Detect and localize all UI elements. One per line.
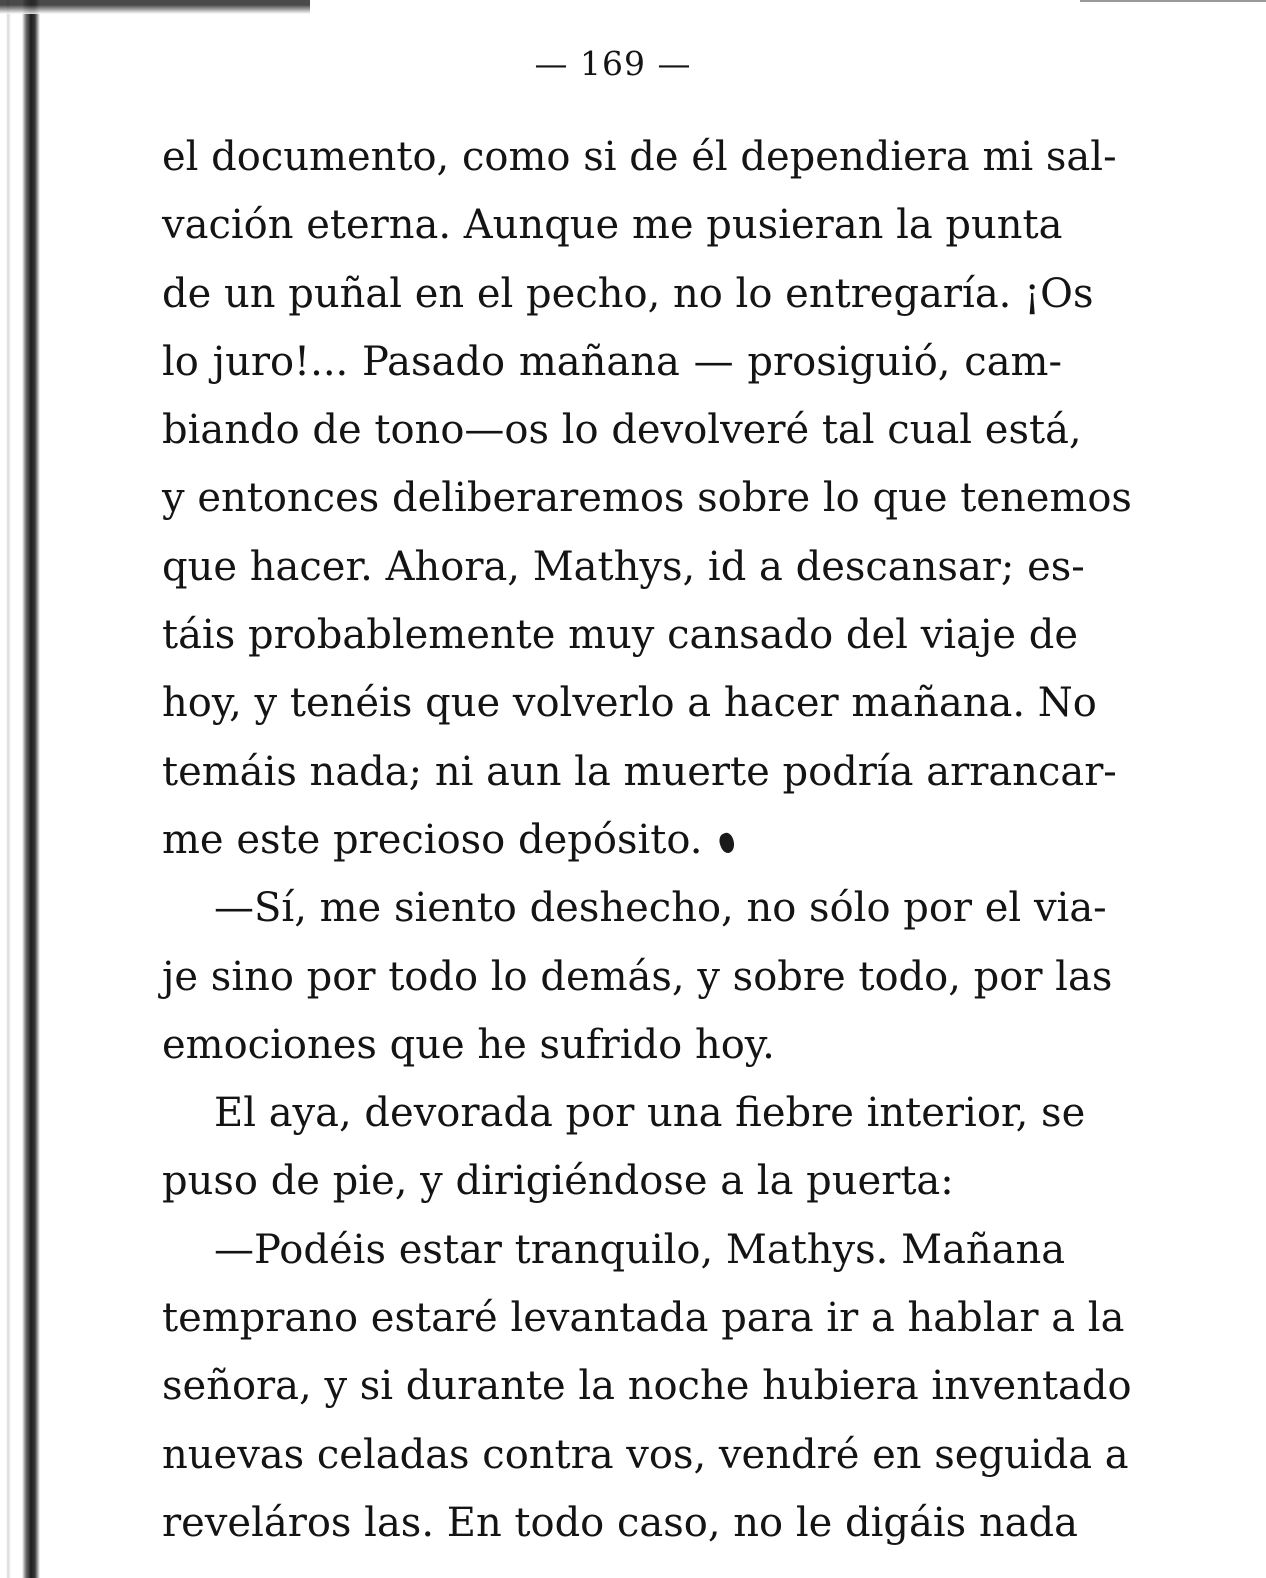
text-line: reveláros las. En todo caso, no le digáis nada [162,1499,1078,1546]
paragraph [162,874,1113,1079]
text-line: de un puñal en el pecho, no lo entregaría. ¡Os [162,270,1094,317]
body-text [162,123,1132,1557]
text-line: —Sí, me siento deshecho, no sólo por el via- [214,885,1107,932]
text-line: emociones que he sufrido hoy. [162,1021,775,1068]
text-line: je sino por todo lo demás, y sobre todo, por las [162,953,1113,1000]
text-line: el documento, como si de él dependiera mi sal- [162,134,1117,180]
page-number: — 169 — [534,44,692,83]
text-line: vación eterna. Aunque me pusieran la punta [162,202,1063,249]
paragraph [162,1079,1086,1216]
ink-blot-mark [717,831,737,855]
paragraph [162,123,1132,874]
text-line: temprano estaré levantada para ir a hablar a la [162,1295,1125,1342]
book-binding-gutter [0,0,44,1578]
text-line: puso de pie, y dirigiéndose a la puerta: [162,1158,954,1205]
text-line: temáis nada; ni aun la muerte podría arrancar- [162,748,1117,795]
text-line: El aya, devorada por una fiebre interior, se [214,1090,1086,1137]
text-line: señora, y si durante la noche hubiera inventado [162,1363,1132,1410]
text-line: que hacer. Ahora, Mathys, id a descansar; es- [162,543,1085,590]
text-line-with-blot [162,806,1062,874]
text-line: lo juro!... Pasado mañana — prosiguió, cam- [162,338,1062,385]
scan-edge-line [1080,0,1266,2]
text-line: nuevas celadas contra vos, vendré en seguida a [162,1431,1129,1478]
text-line: me este precioso depósito. [162,816,703,863]
text-line: —Podéis estar tranquilo, Mathys. Mañana [214,1226,1066,1273]
text-line: biando de tono—os lo devolveré tal cual está, [162,407,1082,454]
scan-edge-smudge [0,0,310,14]
text-line: hoy, y tenéis que volverlo a hacer mañana. No [162,680,1097,727]
text-line: y entonces deliberaremos sobre lo que tenemos [162,475,1132,522]
paragraph [162,1216,1132,1557]
text-line: táis probablemente muy cansado del viaje de [162,612,1078,659]
